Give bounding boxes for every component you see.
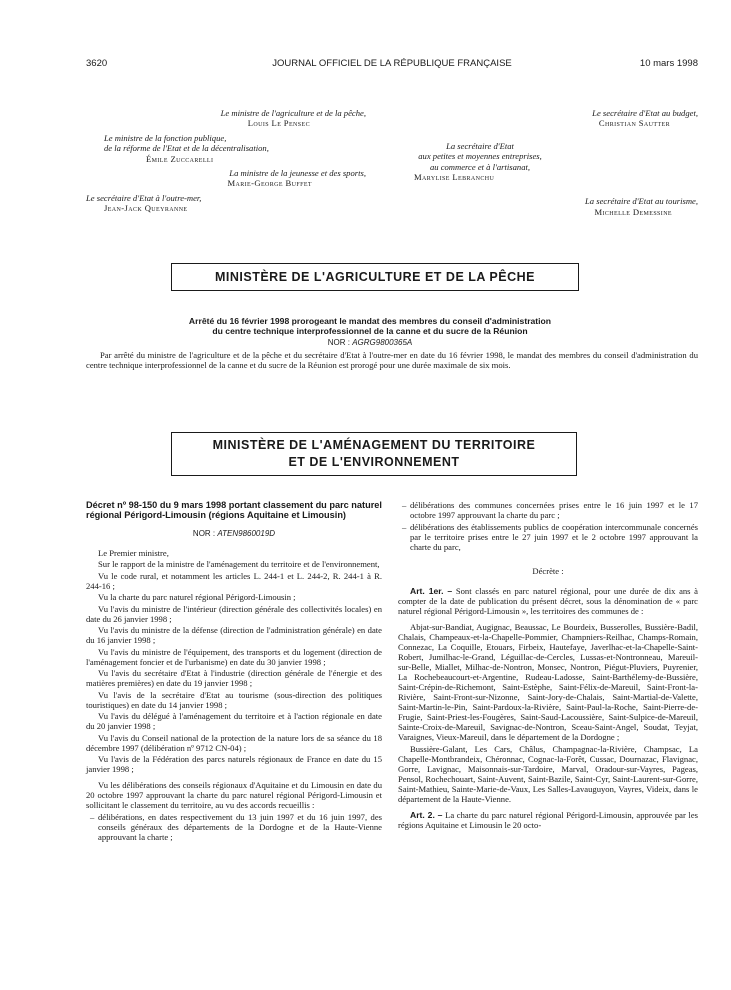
nor-reference	[86, 529, 382, 538]
article-1	[398, 586, 698, 616]
article-label: Art. 1er. –	[410, 586, 453, 596]
dash-text: délibérations des établissements publics de coopération intercommunale concernés par le territoire prises entre le 27 juin 1997 et le 2 octobre 1997 approuvant la charte du parc,	[410, 522, 698, 552]
visa-paragraph: Vu l'avis du ministre de l'équipement, des transports et du logement (direction de l'aménagement foncier et de l'urbanisme) en date du 30 janvier 1998 ;	[86, 646, 382, 667]
visa-paragraph: Vu l'avis du ministre de la défense (direction de l'administration générale) en date du 16 janvier 1998 ;	[86, 625, 382, 646]
decret-title: Décret nº 98-150 du 9 mars 1998 portant classement du parc naturel régional Périgord-Limousin (régions Aquitaine et Limousin)	[86, 500, 382, 521]
visa-paragraph: Vu l'avis du délégué à l'aménagement du territoire et à l'action régionale en date du 20 janvier 1998 ;	[86, 711, 382, 732]
article-text: Sont classés en parc naturel régional, pour une durée de dix ans à compter de la date de publication du présent décret, sous la dénomination de « parc naturel régional Périgord-Limousin », les territoires des communes de :	[398, 586, 698, 616]
signatory-name: Louis Le Pensec	[247, 118, 310, 129]
page-header	[86, 58, 698, 72]
signatures-right	[380, 108, 698, 217]
signature-block	[86, 193, 366, 214]
visa-paragraph: Le Premier ministre,	[98, 547, 169, 558]
signature-block	[86, 168, 366, 189]
visa-paragraph: Vu l'avis de la Fédération des parcs naturels régionaux de France en date du 15 janvier 1998 ;	[86, 754, 382, 775]
signature-block	[380, 108, 698, 129]
dash-text: délibérations, en dates respectivement du 13 juin 1997 et du 16 juin 1997, des conseils généraux des départements de la Dordogne et de la Haute-Vienne approuvant la charte ;	[98, 811, 382, 842]
visa-paragraph: Vu les délibérations des conseils régionaux d'Aquitaine et du Limousin en date du 20 octobre 1997 approuvant la charte du parc naturel régional Périgord-Limousin et sollicitant le classement du territoire, au vu des accords recueillis :	[86, 780, 382, 811]
visa-paragraph: Vu la charte du parc naturel régional Périgord-Limousin ;	[98, 592, 296, 603]
dash-item	[398, 500, 698, 520]
signatory-title: Le secrétaire d'Etat à l'outre-mer,	[86, 192, 202, 203]
visa-paragraph: Sur le rapport de la ministre de l'aménagement du territoire et de l'environnement,	[98, 559, 380, 570]
dash-marker: –	[402, 500, 407, 510]
communes-dordogne: Abjat-sur-Bandiat, Augignac, Beaussac, Le Bourdeix, Busserolles, Bussière-Badil, Chalais, Champeaux-et-la-Chapelle-Pommier, Champniers-Reilhac, Champs-Romain, Connezac, La Coquille, Etouars, Firbeix, Hautefaye, Javerlhac-et-la-Chapelle-Saint-Robert, Jumilhac-le-Grand, Léguillac-de-Cercles, Lussas-et-Nontronneau, Mareuil-sur-Belle, Miallet, Milhac-de-Nontron, Monsec, Nontron, Piégut-Pluviers, Puyrenier, La Rochebeaucourt-et-Argentine, Rudeau-Ladosse, Saint-Barthélemy-de-Bussière, Saint-Crépin-de-Richemont, Saint-Estèphe, Saint-Félix-de-Mareuil, Saint-Front-la-Rivière, Saint-Front-sur-Nizonne, Saint-Jory-de-Chalais, Saint-Martial-de-Valette, Saint-Martin-le-Pin, Saint-Pardoux-la-Rivière, Saint-Paul-la-Roche, Saint-Pierre-de-Frugie, Saint-Priest-les-Fougères, Saint-Saud-Lacoussière, Saint-Sulpice-de-Mareuil, Sainte-Croix-de-Mareuil, Savignac-de-Nontron, Sceau-Saint-Angel, Soudat, Teyjat, Varaignes, Vieux-Mareuil, dans le département de la Dordogne ;	[398, 622, 698, 742]
visa-paragraph: Vu le code rural, et notamment les articles L. 244-1 et L. 244-2, R. 244-1 à R. 244-16 ;	[86, 570, 382, 591]
issue-date: 10 mars 1998	[639, 58, 698, 69]
signatures-left	[86, 108, 366, 214]
signature-block	[86, 133, 366, 164]
signature-block	[380, 196, 698, 217]
ministry-heading-agriculture: MINISTÈRE DE L'AGRICULTURE ET DE LA PÊCHE	[171, 263, 579, 291]
signature-block	[380, 141, 698, 183]
arrete-body: Par arrêté du ministre de l'agriculture et de la pêche et du secrétaire d'Etat à l'outre-mer en date du 16 février 1998, le mandat des membres du conseil d'administration du centre technique interprofessionnel de la canne et du sucre de la Réunion est prorogé pour une durée maximale de six mois.	[86, 350, 698, 370]
signatory-name: Michelle Demessine	[594, 206, 672, 217]
dash-marker: –	[90, 811, 95, 822]
signatory-title: Le ministre de l'agriculture et de la pêche,	[220, 108, 366, 118]
signatory-name: Jean-Jack Queyranne	[104, 203, 188, 214]
arrete-title-line: du centre technique interprofessionnel de la canne et du sucre de la Réunion	[212, 326, 528, 336]
ministry-heading-line: ET DE L'ENVIRONNEMENT	[288, 455, 460, 469]
article-label: Art. 2. –	[410, 809, 443, 820]
journal-title: JOURNAL OFFICIEL DE LA RÉPUBLIQUE FRANÇAISE	[272, 58, 512, 69]
signatory-name: Marie-George Buffet	[227, 178, 312, 189]
dash-item	[398, 522, 698, 552]
nor-code: AGRG9800365A	[352, 338, 413, 347]
communes-haute-vienne: Bussière-Galant, Les Cars, Châlus, Champagnac-la-Rivière, Champsac, La Chapelle-Montbrandeix, Chéronnac, Cognac-la-Forêt, Cussac, Dournazac, Flavignac, Gorre, Lavignac, Maisonnais-sur-Tardoire, Marval, Oradour-sur-Vayres, Pageas, Pensol, Rochechouart, Saint-Auvent, Saint-Bazile, Saint-Cyr, Saint-Laurent-sur-Gorre, Saint-Mathieu, Sainte-Marie-de-Vaux, Les Salles-Lavauguyon, Vayres, Videix, dans le département de la Haute-Vienne.	[398, 743, 698, 804]
page-number: 3620	[86, 58, 108, 69]
nor-label: NOR :	[192, 528, 216, 538]
arrete-title-line: Arrêté du 16 février 1998 prorogeant le mandat des membres du conseil d'administration	[188, 316, 552, 326]
dash-text: délibérations des communes concernées prises entre le 16 juin 1997 et le 17 octobre 1997 approuvant la charte du parc ;	[410, 500, 698, 520]
signatory-name: Christian Sautter	[598, 118, 670, 129]
nor-code: ATEN9860019D	[217, 528, 276, 538]
signatory-title: La secrétaire d'Etat aux petites et moyennes entreprises, au commerce et à l'artisanat,	[418, 140, 542, 172]
signatory-title: La secrétaire d'Etat au tourisme,	[585, 196, 698, 207]
signature-block	[86, 108, 366, 129]
signatory-title: Le secrétaire d'Etat au budget,	[592, 108, 698, 118]
article-text: La charte du parc naturel régional Périgord-Limousin, approuvée par les régions Aquitaine et Limousin le 20 octo-	[398, 809, 698, 830]
visa-paragraph: Vu l'avis du secrétaire d'Etat à l'industrie (direction générale de l'énergie et des matières premières) en date du 19 janvier 1998 ;	[86, 668, 382, 689]
dash-marker: –	[402, 522, 407, 532]
visa-paragraph: Vu l'avis du ministre de l'intérieur (direction générale des collectivités locales) en date du 26 janvier 1998 ;	[86, 603, 382, 624]
signatory-name: Émile Zuccarelli	[146, 153, 214, 164]
arrete-title	[100, 316, 640, 336]
visa-paragraph: Vu l'avis du Conseil national de la protection de la nature lors de sa séance du 18 décembre 1997 (délibération nº 9712 CN-04) ;	[86, 732, 382, 753]
nor-label: NOR :	[327, 338, 350, 347]
visa-paragraph: Vu l'avis de la secrétaire d'Etat au tourisme (sous-direction des politiques touristiques) en date du 14 janvier 1998 ;	[86, 689, 382, 710]
visas-list	[86, 548, 382, 842]
decret-column-right	[398, 500, 698, 831]
dash-item	[86, 812, 382, 842]
signatory-title: La ministre de la jeunesse et des sports,	[229, 168, 366, 179]
ministry-heading-line: MINISTÈRE DE L'AMÉNAGEMENT DU TERRITOIRE	[212, 438, 536, 452]
signatory-title: Le ministre de la fonction publique, de la réforme de l'Etat et de la décentralisation,	[104, 132, 269, 154]
article-2	[398, 810, 698, 830]
decrete-heading: Décrète :	[532, 566, 564, 576]
nor-reference	[100, 338, 640, 347]
signatory-name: Marylise Lebranchu	[414, 172, 495, 183]
ministry-heading-environment	[171, 432, 577, 476]
decret-column-left	[86, 500, 382, 844]
